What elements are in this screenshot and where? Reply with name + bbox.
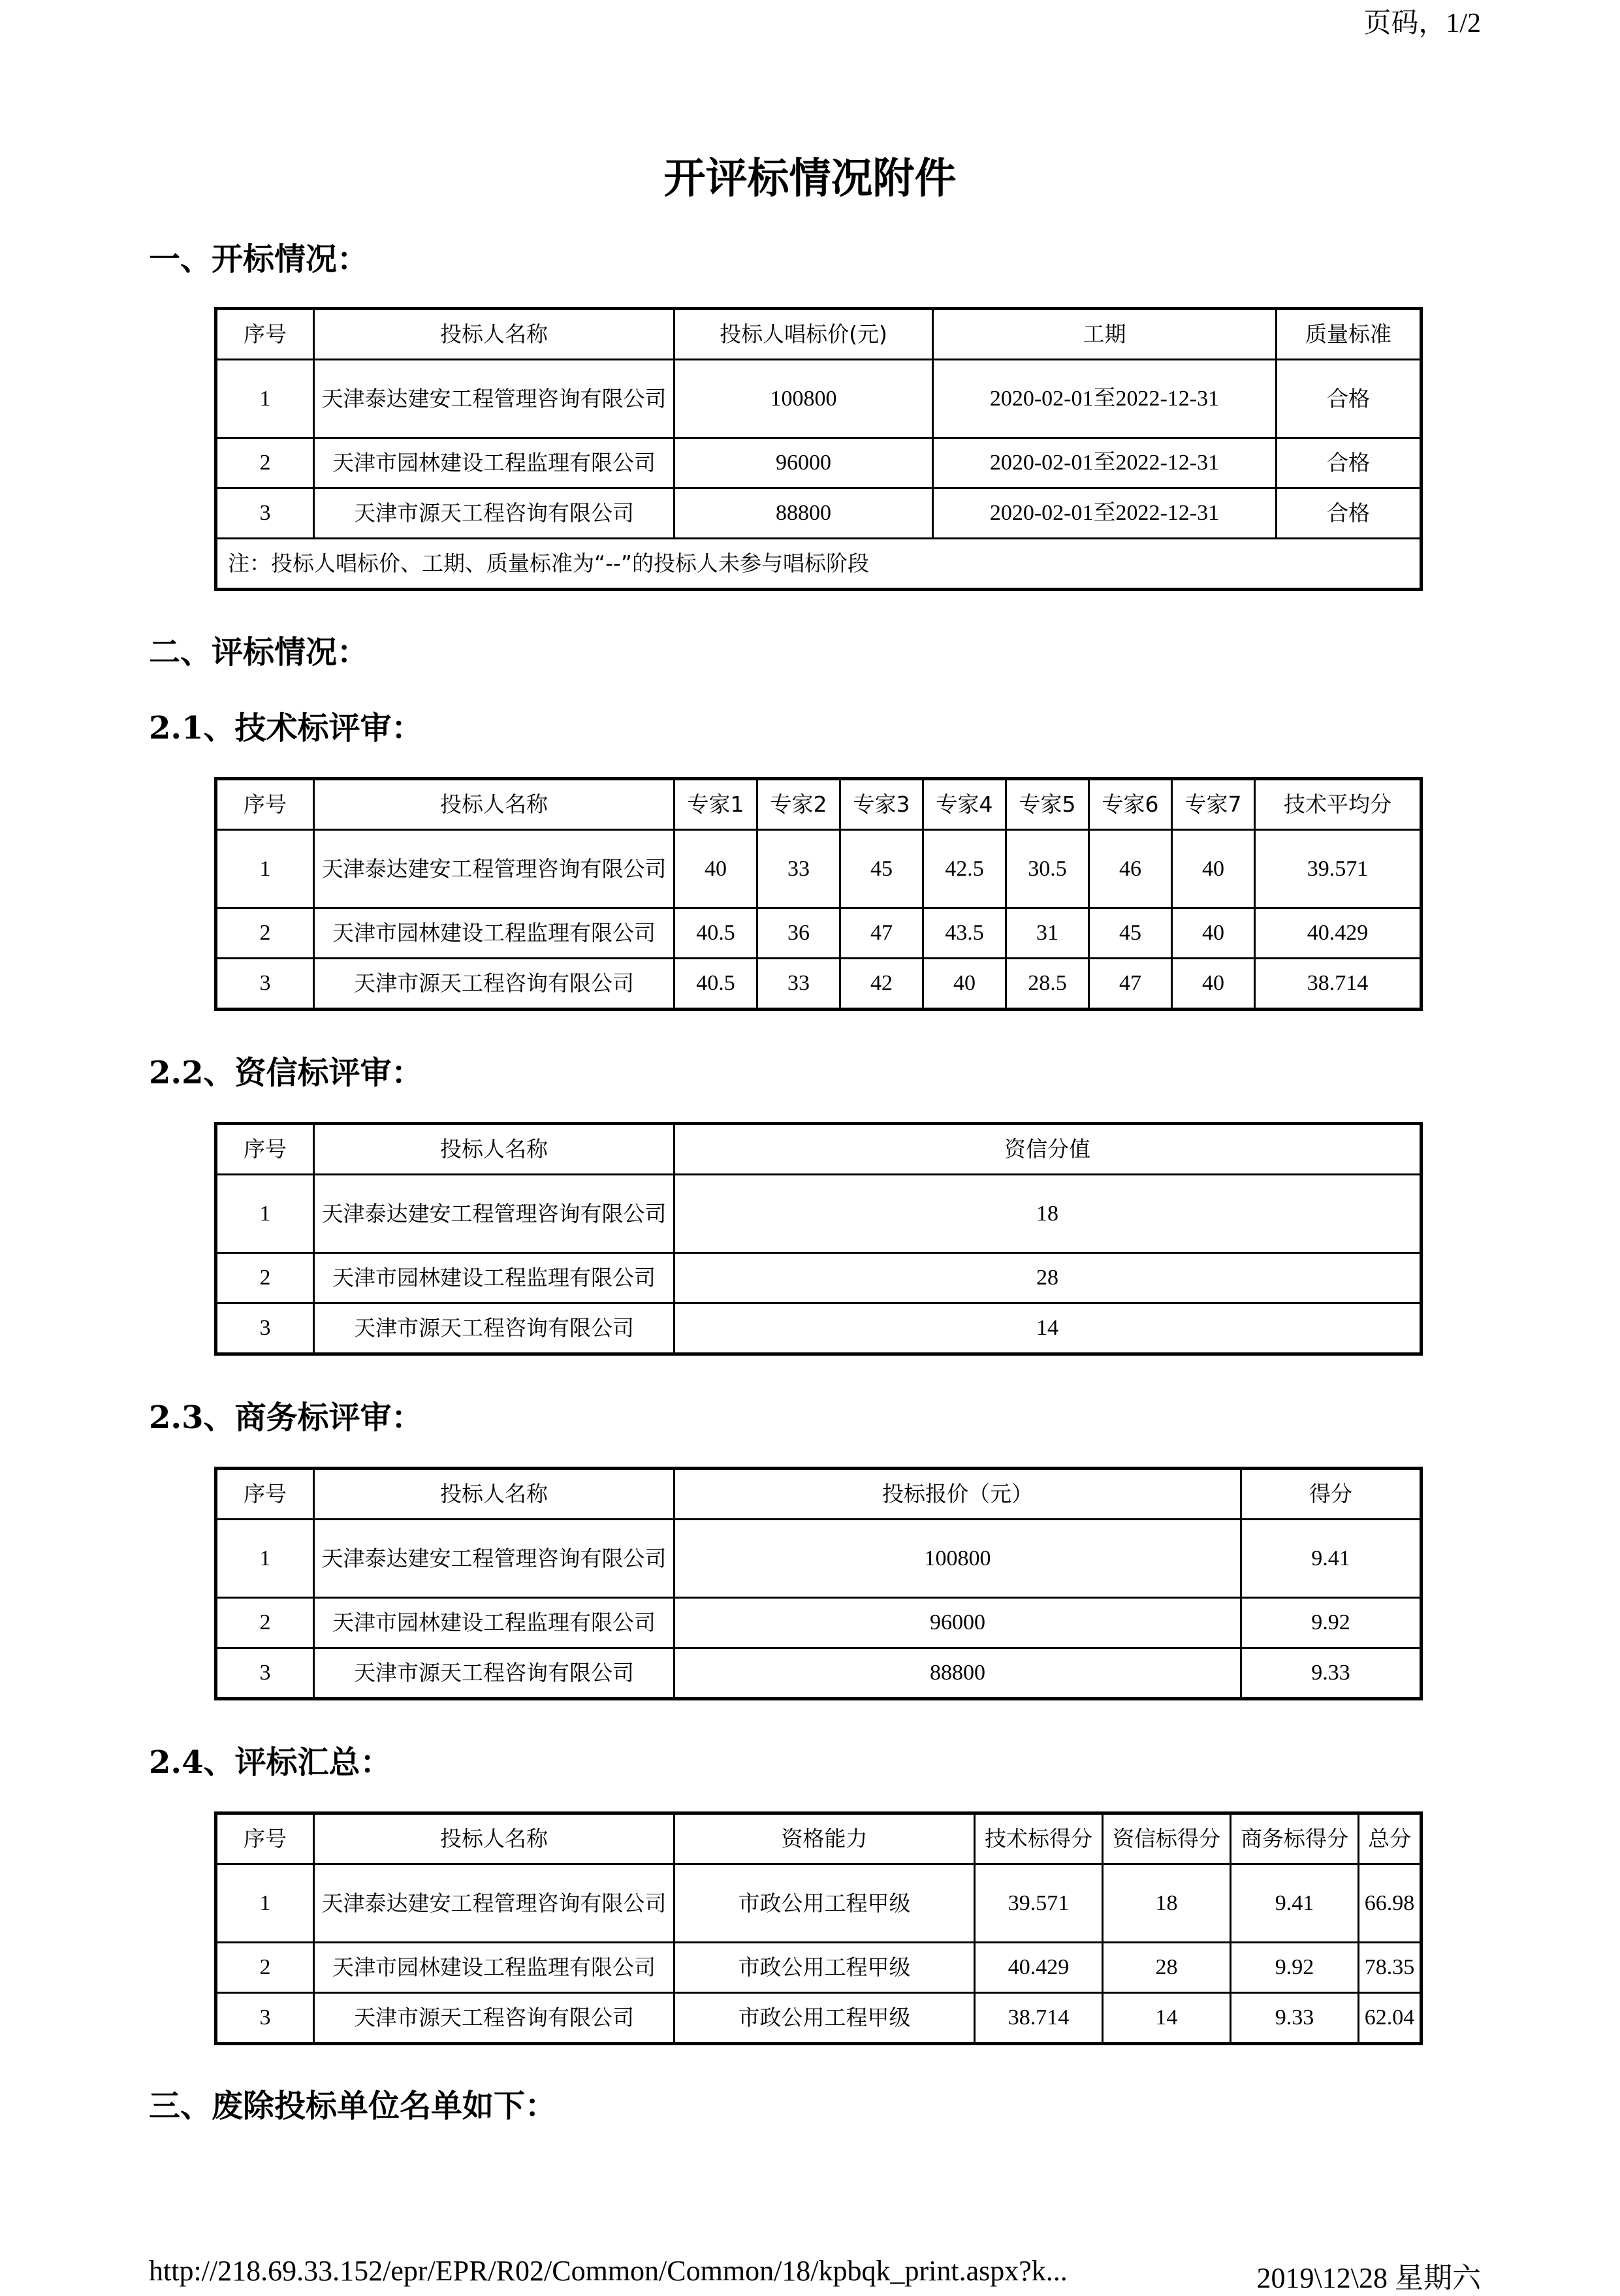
bidder-name: 天津市园林建设工程监理有限公司 bbox=[314, 1598, 675, 1648]
bidder-name: 天津市源天工程咨询有限公司 bbox=[314, 1303, 675, 1354]
construction-period: 2020-02-01至2022-12-31 bbox=[933, 360, 1277, 438]
row-number: 2 bbox=[216, 1943, 314, 1993]
header-cell: 专家7 bbox=[1172, 779, 1255, 830]
bidder-name: 天津泰达建安工程管理咨询有限公司 bbox=[314, 830, 675, 908]
table-row bbox=[216, 830, 1421, 908]
expert-score: 40 bbox=[1172, 959, 1255, 1010]
bid-price: 96000 bbox=[675, 438, 933, 488]
table-row bbox=[216, 1864, 1421, 1943]
table-row bbox=[216, 1175, 1421, 1253]
table-row bbox=[216, 1943, 1421, 1993]
table-row bbox=[216, 488, 1421, 539]
table-header-row bbox=[216, 309, 1421, 360]
technical-score: 40.429 bbox=[975, 1943, 1103, 1993]
disqualified-heading: 三、废除投标单位名单如下： bbox=[149, 2088, 557, 2124]
expert-score: 40 bbox=[675, 830, 757, 908]
bidder-name: 天津市园林建设工程监理有限公司 bbox=[314, 1943, 675, 1993]
row-number: 2 bbox=[216, 1598, 314, 1648]
quality-standard: 合格 bbox=[1277, 438, 1421, 488]
expert-score: 30.5 bbox=[1006, 830, 1089, 908]
table-row bbox=[216, 1520, 1421, 1598]
header-cell: 专家6 bbox=[1089, 779, 1172, 830]
row-number: 2 bbox=[216, 1253, 314, 1303]
bidder-name: 天津市园林建设工程监理有限公司 bbox=[314, 1253, 675, 1303]
bid-price: 100800 bbox=[675, 360, 933, 438]
header-cell: 专家1 bbox=[675, 779, 757, 830]
table-header-row bbox=[216, 779, 1421, 830]
row-number: 1 bbox=[216, 830, 314, 908]
credit-score: 18 bbox=[675, 1175, 1421, 1253]
technical-average: 40.429 bbox=[1255, 908, 1421, 959]
credit-score: 18 bbox=[1103, 1864, 1231, 1943]
total-score: 62.04 bbox=[1359, 1993, 1421, 2044]
header-cell: 资格能力 bbox=[675, 1813, 975, 1864]
expert-score: 33 bbox=[757, 959, 840, 1010]
table-row bbox=[216, 1648, 1421, 1699]
footer-url: http://218.69.33.152/epr/EPR/R02/Common/Common/18/kpbqk_print.aspx?k... bbox=[149, 2255, 1068, 2287]
table-row bbox=[216, 959, 1421, 1010]
quality-standard: 合格 bbox=[1277, 488, 1421, 539]
expert-score: 31 bbox=[1006, 908, 1089, 959]
row-number: 1 bbox=[216, 360, 314, 438]
header-cell: 投标人名称 bbox=[314, 1813, 675, 1864]
table-row bbox=[216, 1993, 1421, 2044]
bidder-name: 天津市园林建设工程监理有限公司 bbox=[314, 438, 675, 488]
technical-table bbox=[214, 777, 1423, 1011]
commercial-score: 9.33 bbox=[1241, 1648, 1421, 1699]
table-row bbox=[216, 360, 1421, 438]
expert-score: 40 bbox=[1172, 830, 1255, 908]
technical-average: 38.714 bbox=[1255, 959, 1421, 1010]
row-number: 1 bbox=[216, 1520, 314, 1598]
expert-score: 40 bbox=[1172, 908, 1255, 959]
bidder-name: 天津市源天工程咨询有限公司 bbox=[314, 959, 675, 1010]
table-row bbox=[216, 908, 1421, 959]
row-number: 3 bbox=[216, 959, 314, 1010]
summary-table bbox=[214, 1811, 1423, 2045]
commercial-heading: 2.3、商务标评审： bbox=[149, 1399, 423, 1436]
table-header-row bbox=[216, 1469, 1421, 1520]
expert-score: 47 bbox=[1089, 959, 1172, 1010]
header-cell: 专家5 bbox=[1006, 779, 1089, 830]
row-number: 1 bbox=[216, 1864, 314, 1943]
construction-period: 2020-02-01至2022-12-31 bbox=[933, 488, 1277, 539]
bid-price: 100800 bbox=[675, 1520, 1241, 1598]
bid-price: 96000 bbox=[675, 1598, 1241, 1648]
bidder-name: 天津泰达建安工程管理咨询有限公司 bbox=[314, 1864, 675, 1943]
bidder-name: 天津泰达建安工程管理咨询有限公司 bbox=[314, 360, 675, 438]
bid-price: 88800 bbox=[675, 1648, 1241, 1699]
header-cell: 资信分值 bbox=[675, 1124, 1421, 1175]
header-cell: 序号 bbox=[216, 1813, 314, 1864]
bidder-name: 天津市源天工程咨询有限公司 bbox=[314, 1993, 675, 2044]
expert-score: 36 bbox=[757, 908, 840, 959]
footer-date: 2019\12\28 星期六 bbox=[1256, 2262, 1481, 2294]
header-cell: 商务标得分 bbox=[1231, 1813, 1359, 1864]
table-note-row bbox=[216, 539, 1421, 590]
header-cell: 专家4 bbox=[923, 779, 1006, 830]
construction-period: 2020-02-01至2022-12-31 bbox=[933, 438, 1277, 488]
bidder-name: 天津市源天工程咨询有限公司 bbox=[314, 1648, 675, 1699]
expert-score: 40.5 bbox=[675, 908, 757, 959]
qualification: 市政公用工程甲级 bbox=[675, 1943, 975, 1993]
row-number: 1 bbox=[216, 1175, 314, 1253]
table-row bbox=[216, 1598, 1421, 1648]
commercial-score: 9.33 bbox=[1231, 1993, 1359, 2044]
table-row bbox=[216, 438, 1421, 488]
header-cell: 投标报价（元） bbox=[675, 1469, 1241, 1520]
expert-score: 47 bbox=[840, 908, 923, 959]
table-row bbox=[216, 1253, 1421, 1303]
expert-score: 43.5 bbox=[923, 908, 1006, 959]
commercial-score: 9.41 bbox=[1231, 1864, 1359, 1943]
page-number: 页码，1/2 bbox=[1363, 8, 1481, 39]
bidder-name: 天津市园林建设工程监理有限公司 bbox=[314, 908, 675, 959]
expert-score: 46 bbox=[1089, 830, 1172, 908]
commercial-score: 9.92 bbox=[1241, 1598, 1421, 1648]
header-cell: 序号 bbox=[216, 779, 314, 830]
header-cell: 工期 bbox=[933, 309, 1277, 360]
bidder-name: 天津泰达建安工程管理咨询有限公司 bbox=[314, 1175, 675, 1253]
header-cell: 投标人名称 bbox=[314, 779, 675, 830]
commercial-table bbox=[214, 1467, 1423, 1700]
table-row bbox=[216, 1303, 1421, 1354]
qualification: 市政公用工程甲级 bbox=[675, 1993, 975, 2044]
opening-heading: 一、开标情况： bbox=[149, 241, 369, 278]
quality-standard: 合格 bbox=[1277, 360, 1421, 438]
header-cell: 得分 bbox=[1241, 1469, 1421, 1520]
expert-score: 45 bbox=[1089, 908, 1172, 959]
technical-score: 38.714 bbox=[975, 1993, 1103, 2044]
credit-table bbox=[214, 1122, 1423, 1356]
bidder-name: 天津泰达建安工程管理咨询有限公司 bbox=[314, 1520, 675, 1598]
credit-score: 28 bbox=[675, 1253, 1421, 1303]
header-cell: 质量标准 bbox=[1277, 309, 1421, 360]
row-number: 3 bbox=[216, 1993, 314, 2044]
technical-heading: 2.1、技术标评审： bbox=[149, 710, 423, 746]
header-cell: 投标人名称 bbox=[314, 309, 675, 360]
expert-score: 40.5 bbox=[675, 959, 757, 1010]
opening-table bbox=[214, 307, 1423, 591]
document-title: 开评标情况附件 bbox=[663, 154, 957, 203]
credit-score: 14 bbox=[1103, 1993, 1231, 2044]
header-cell: 专家2 bbox=[757, 779, 840, 830]
header-cell: 总分 bbox=[1359, 1813, 1421, 1864]
header-cell: 投标人名称 bbox=[314, 1469, 675, 1520]
total-score: 66.98 bbox=[1359, 1864, 1421, 1943]
commercial-score: 9.92 bbox=[1231, 1943, 1359, 1993]
header-cell: 技术标得分 bbox=[975, 1813, 1103, 1864]
expert-score: 45 bbox=[840, 830, 923, 908]
header-cell: 序号 bbox=[216, 1469, 314, 1520]
credit-heading: 2.2、资信标评审： bbox=[149, 1055, 423, 1091]
bid-price: 88800 bbox=[675, 488, 933, 539]
expert-score: 42.5 bbox=[923, 830, 1006, 908]
commercial-score: 9.41 bbox=[1241, 1520, 1421, 1598]
row-number: 2 bbox=[216, 908, 314, 959]
row-number: 2 bbox=[216, 438, 314, 488]
expert-score: 28.5 bbox=[1006, 959, 1089, 1010]
row-number: 3 bbox=[216, 1303, 314, 1354]
qualification: 市政公用工程甲级 bbox=[675, 1864, 975, 1943]
summary-heading: 2.4、评标汇总： bbox=[149, 1744, 392, 1781]
table-header-row bbox=[216, 1813, 1421, 1864]
row-number: 3 bbox=[216, 1648, 314, 1699]
table-header-row bbox=[216, 1124, 1421, 1175]
expert-score: 33 bbox=[757, 830, 840, 908]
header-cell: 资信标得分 bbox=[1103, 1813, 1231, 1864]
header-cell: 序号 bbox=[216, 1124, 314, 1175]
header-cell: 专家3 bbox=[840, 779, 923, 830]
credit-score: 14 bbox=[675, 1303, 1421, 1354]
expert-score: 42 bbox=[840, 959, 923, 1010]
technical-score: 39.571 bbox=[975, 1864, 1103, 1943]
header-cell: 技术平均分 bbox=[1255, 779, 1421, 830]
technical-average: 39.571 bbox=[1255, 830, 1421, 908]
header-cell: 投标人名称 bbox=[314, 1124, 675, 1175]
header-cell: 序号 bbox=[216, 309, 314, 360]
header-cell: 投标人唱标价(元) bbox=[675, 309, 933, 360]
row-number: 3 bbox=[216, 488, 314, 539]
credit-score: 28 bbox=[1103, 1943, 1231, 1993]
total-score: 78.35 bbox=[1359, 1943, 1421, 1993]
table-note: 注：投标人唱标价、工期、质量标准为“--”的投标人未参与唱标阶段 bbox=[216, 539, 1421, 590]
evaluation-heading: 二、评标情况： bbox=[149, 634, 369, 671]
expert-score: 40 bbox=[923, 959, 1006, 1010]
bidder-name: 天津市源天工程咨询有限公司 bbox=[314, 488, 675, 539]
